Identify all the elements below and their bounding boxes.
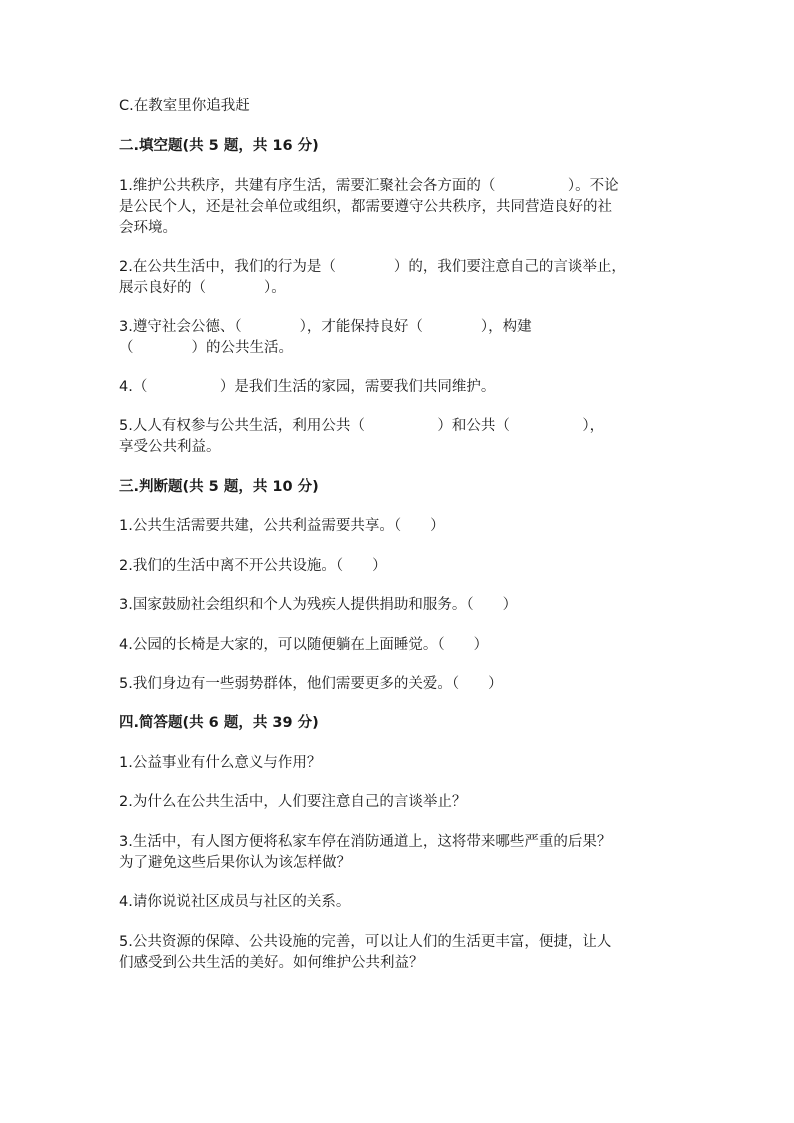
fill-question-1-line-3: 会环境。 <box>119 220 177 236</box>
option-c: C.在教室里你追我赶 <box>119 98 250 114</box>
fill-question-5-line-1: 5.人人有权参与公共生活，利用公共（ ）和公共（ ）， <box>119 418 605 434</box>
sa-question-4: 4.请你说说社区成员与社区的关系。 <box>119 894 351 910</box>
sa-question-3-line-1: 3.生活中，有人图方便将私家车停在消防通道上，这将带来哪些严重的后果？ <box>119 834 612 850</box>
sa-question-3-line-2: 为了避免这些后果你认为该怎样做？ <box>119 855 351 871</box>
sa-question-5-line-1: 5.公共资源的保障、公共设施的完善，可以让人们的生活更丰富，便捷，让人 <box>119 934 612 950</box>
fill-question-4: 4.（ ）是我们生活的家园，需要我们共同维护。 <box>119 379 496 395</box>
fill-question-2-line-1: 2.在公共生活中，我们的行为是（ ）的，我们要注意自己的言谈举止， <box>119 259 626 275</box>
fill-question-3-line-2: （ ）的公共生活。 <box>119 340 293 356</box>
tf-question-2: 2.我们的生活中离不开公共设施。（ ） <box>119 558 387 574</box>
tf-question-1: 1.公共生活需要共建，公共利益需要共享。（ ） <box>119 518 445 534</box>
fill-question-1-line-2: 是公民个人，还是社会单位或组织，都需要遵守公共秩序，共同营造良好的社 <box>119 199 612 215</box>
fill-question-1-line-1: 1.维护公共秩序，共建有序生活，需要汇聚社会各方面的（ ）。不论 <box>119 178 619 194</box>
section-heading-true-false: 三.判断题(共 5 题，共 10 分) <box>119 479 319 495</box>
section-heading-fill-blank: 二.填空题(共 5 题，共 16 分) <box>119 138 319 154</box>
tf-question-5: 5.我们身边有一些弱势群体，他们需要更多的关爱。（ ） <box>119 676 503 692</box>
sa-question-2: 2.为什么在公共生活中，人们要注意自己的言谈举止？ <box>119 794 467 810</box>
fill-question-5-line-2: 享受公共利益。 <box>119 439 221 455</box>
sa-question-1: 1.公益事业有什么意义与作用？ <box>119 755 322 771</box>
sa-question-5-line-2: 们感受到公共生活的美好。如何维护公共利益？ <box>119 955 424 971</box>
tf-question-3: 3.国家鼓励社会组织和个人为残疾人提供捐助和服务。（ ） <box>119 597 518 613</box>
fill-question-2-line-2: 展示良好的（ ）。 <box>119 280 286 296</box>
fill-question-3-line-1: 3.遵守社会公德、（ ），才能保持良好（ ），构建 <box>119 319 532 335</box>
tf-question-4: 4.公园的长椅是大家的，可以随便躺在上面睡觉。（ ） <box>119 637 489 653</box>
section-heading-short-answer: 四.简答题(共 6 题，共 39 分) <box>119 715 319 731</box>
